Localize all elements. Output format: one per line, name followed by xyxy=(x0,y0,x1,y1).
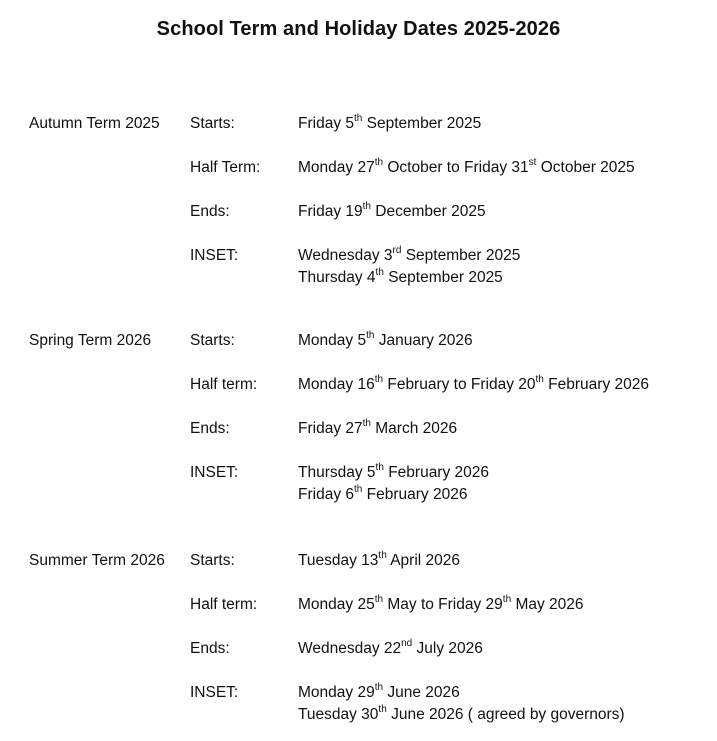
ordinal-suffix: th xyxy=(374,156,384,168)
ordinal-suffix: rd xyxy=(392,244,402,256)
ordinal-suffix: nd xyxy=(401,637,413,649)
date-line: Thursday 4th September 2025 xyxy=(298,266,503,286)
row-value-ends xyxy=(298,418,457,440)
date-line: Monday 29th June 2026 xyxy=(298,681,460,701)
ordinal-suffix: th xyxy=(375,461,384,473)
ordinal-suffix: th xyxy=(374,593,384,605)
row-value-ends xyxy=(298,201,486,223)
ordinal-suffix: th xyxy=(354,483,363,495)
row-label-inset: INSET: xyxy=(190,464,239,481)
date-line: Wednesday 3rd September 2025 xyxy=(298,244,521,264)
ordinal-suffix: th xyxy=(354,112,363,124)
date-line: Monday 27th October to Friday 31st October 2025 xyxy=(298,156,635,176)
date-line: Monday 5th January 2026 xyxy=(298,329,473,349)
row-label-ends: Ends: xyxy=(190,640,230,657)
row-value-half-term xyxy=(298,157,635,179)
ordinal-suffix: th xyxy=(374,681,384,693)
ordinal-suffix: th xyxy=(535,373,544,385)
row-label-inset: INSET: xyxy=(190,684,239,701)
row-value-starts xyxy=(298,113,481,135)
row-value-half-term xyxy=(298,594,584,616)
row-value-starts xyxy=(298,330,473,352)
ordinal-suffix: th xyxy=(374,373,384,385)
term-name-spring-term-2026: Spring Term 2026 xyxy=(29,332,152,349)
date-line: Thursday 5th February 2026 xyxy=(298,461,490,481)
row-label-starts: Starts: xyxy=(190,552,235,569)
ordinal-suffix: th xyxy=(362,417,371,429)
ordinal-suffix: th xyxy=(378,549,387,561)
date-line: Friday 6th February 2026 xyxy=(298,483,468,503)
date-line: Tuesday 13th April 2026 xyxy=(298,549,461,569)
date-line: Monday 25th May to Friday 29th May 2026 xyxy=(298,593,584,613)
row-label-inset: INSET: xyxy=(190,247,239,264)
row-label-half-term: Half term: xyxy=(190,596,258,613)
ordinal-suffix: th xyxy=(362,200,371,212)
row-value-inset xyxy=(298,682,625,726)
date-line: Tuesday 30th June 2026 ( agreed by governors) xyxy=(298,703,625,723)
row-label-starts: Starts: xyxy=(190,332,235,349)
ordinal-suffix: th xyxy=(366,329,375,341)
date-line: Friday 5th September 2025 xyxy=(298,112,482,132)
row-value-ends xyxy=(298,638,483,660)
term-name-summer-term-2026: Summer Term 2026 xyxy=(29,552,165,569)
date-line: Wednesday 22nd July 2026 xyxy=(298,637,483,657)
ordinal-suffix: st xyxy=(528,156,537,168)
row-value-starts xyxy=(298,550,460,572)
row-label-ends: Ends: xyxy=(190,203,230,220)
date-line: Monday 16th February to Friday 20th February 2026 xyxy=(298,373,649,393)
ordinal-suffix: th xyxy=(502,593,512,605)
page-title: School Term and Holiday Dates 2025-2026 xyxy=(156,18,561,40)
term-name-autumn-term-2025: Autumn Term 2025 xyxy=(29,115,160,132)
row-label-ends: Ends: xyxy=(190,420,230,437)
row-label-half-term: Half Term: xyxy=(190,159,261,176)
ordinal-suffix: th xyxy=(375,266,384,278)
row-value-inset xyxy=(298,462,489,506)
row-value-inset xyxy=(298,245,520,289)
row-label-starts: Starts: xyxy=(190,115,235,132)
row-label-half-term: Half term: xyxy=(190,376,258,393)
date-line: Friday 19th December 2025 xyxy=(298,200,486,220)
row-value-half-term xyxy=(298,374,649,396)
date-line: Friday 27th March 2026 xyxy=(298,417,458,437)
ordinal-suffix: th xyxy=(378,703,387,715)
